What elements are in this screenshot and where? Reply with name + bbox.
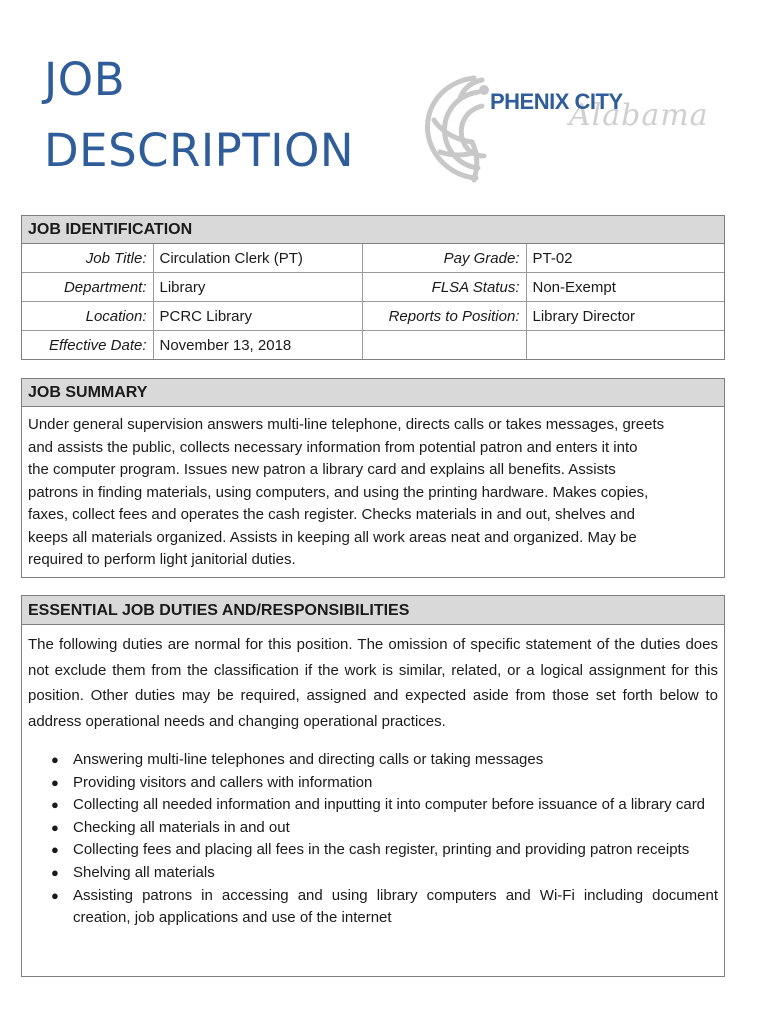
empty-cell [526,331,724,360]
duty-text: Collecting fees and placing all fees in the cash register, printing and providing patron receipts [73,841,690,859]
duty-text: Providing visitors and callers with information [73,773,373,791]
essential-duties-section [21,595,725,977]
list-item [51,817,718,840]
bullet-icon: ● [51,774,59,790]
bullet-icon: ● [51,887,59,903]
bullet-icon: ● [51,819,59,835]
job-identification-table [22,244,724,359]
bullet-icon: ● [51,864,59,880]
job-summary-text [22,407,724,572]
pay-grade-label: Pay Grade: [362,244,526,273]
phoenix-emblem-icon [412,68,530,186]
effective-date-value: November 13, 2018 [153,331,362,360]
summary-line: faxes, collect fees and operates the cash register. Checks materials in and out, shelves and [28,506,636,523]
department-value: Library [153,273,362,302]
summary-line: patrons in finding materials, using computers, and using the printing hardware. Makes copies, [28,483,649,501]
summary-line: required to perform light janitorial duties. [28,551,296,568]
duty-text: Shelving all materials [73,863,215,881]
job-title-label: Job Title: [22,244,153,273]
page-title-line-1: JOB [44,53,126,106]
table-row [22,273,724,302]
summary-line: keeps all materials organized. Assists in keeping all work areas neat and organized. May be [28,528,637,546]
bullet-icon: ● [51,842,59,858]
duty-text: Answering multi-line telephones and directing calls or taking messages [73,751,544,768]
job-title-value: Circulation Clerk (PT) [153,244,362,273]
job-summary-section [21,378,725,578]
list-item [51,862,718,885]
empty-cell [362,331,526,360]
department-label: Department: [22,273,153,302]
job-identification-section [21,215,725,360]
table-row [22,244,724,273]
summary-line: Under general supervision answers multi-line telephone, directs calls or takes messages, greets [28,416,665,433]
phenix-city-logo [412,68,709,186]
bullet-icon: ● [51,752,59,767]
essential-duties-heading: ESSENTIAL JOB DUTIES AND/RESPONSIBILITIES [22,596,724,625]
bullet-icon: ● [51,797,59,813]
summary-line: the computer program. Issues new patron a library card and explains all benefits. Assists [28,461,616,478]
duty-text: Assisting patrons in accessing and using library computers and Wi-Fi including document creation, job applications and use of the internet [73,886,718,927]
list-item [51,749,718,772]
logo-script-text: Alabama [569,98,709,133]
duties-intro-paragraph: The following duties are normal for this position. The omission of specific statement of the duties does not exclude them from the classification if the work is similar, related, or a logical assignment for this position. Other duties may be required, assigned and expected aside from those set forth below to address operational needs and changing operational practices. [28,636,718,730]
table-row [22,331,724,360]
list-item [51,794,718,817]
reports-to-label: Reports to Position: [362,302,526,331]
table-row [22,302,724,331]
page-title-line-2: DESCRIPTION [44,124,355,177]
effective-date-label: Effective Date: [22,331,153,360]
job-summary-heading: JOB SUMMARY [22,379,724,407]
flsa-status-value: Non-Exempt [526,273,724,302]
location-label: Location: [22,302,153,331]
list-item [51,839,718,862]
logo-primary-text: PHENIX CITY [490,89,623,114]
flsa-status-label: FLSA Status: [362,273,526,302]
duty-text: Checking all materials in and out [73,818,290,836]
list-item [51,772,718,795]
reports-to-value: Library Director [526,302,724,331]
duties-list [22,749,724,930]
duty-text: Collecting all needed information and inputting it into computer before issuance of a library card [73,796,706,814]
job-identification-heading: JOB IDENTIFICATION [22,216,724,244]
summary-line: and assists the public, collects necessary information from potential patron and enters it into [28,438,638,456]
location-value: PCRC Library [153,302,362,331]
pay-grade-value: PT-02 [526,244,724,273]
list-item [51,885,718,930]
